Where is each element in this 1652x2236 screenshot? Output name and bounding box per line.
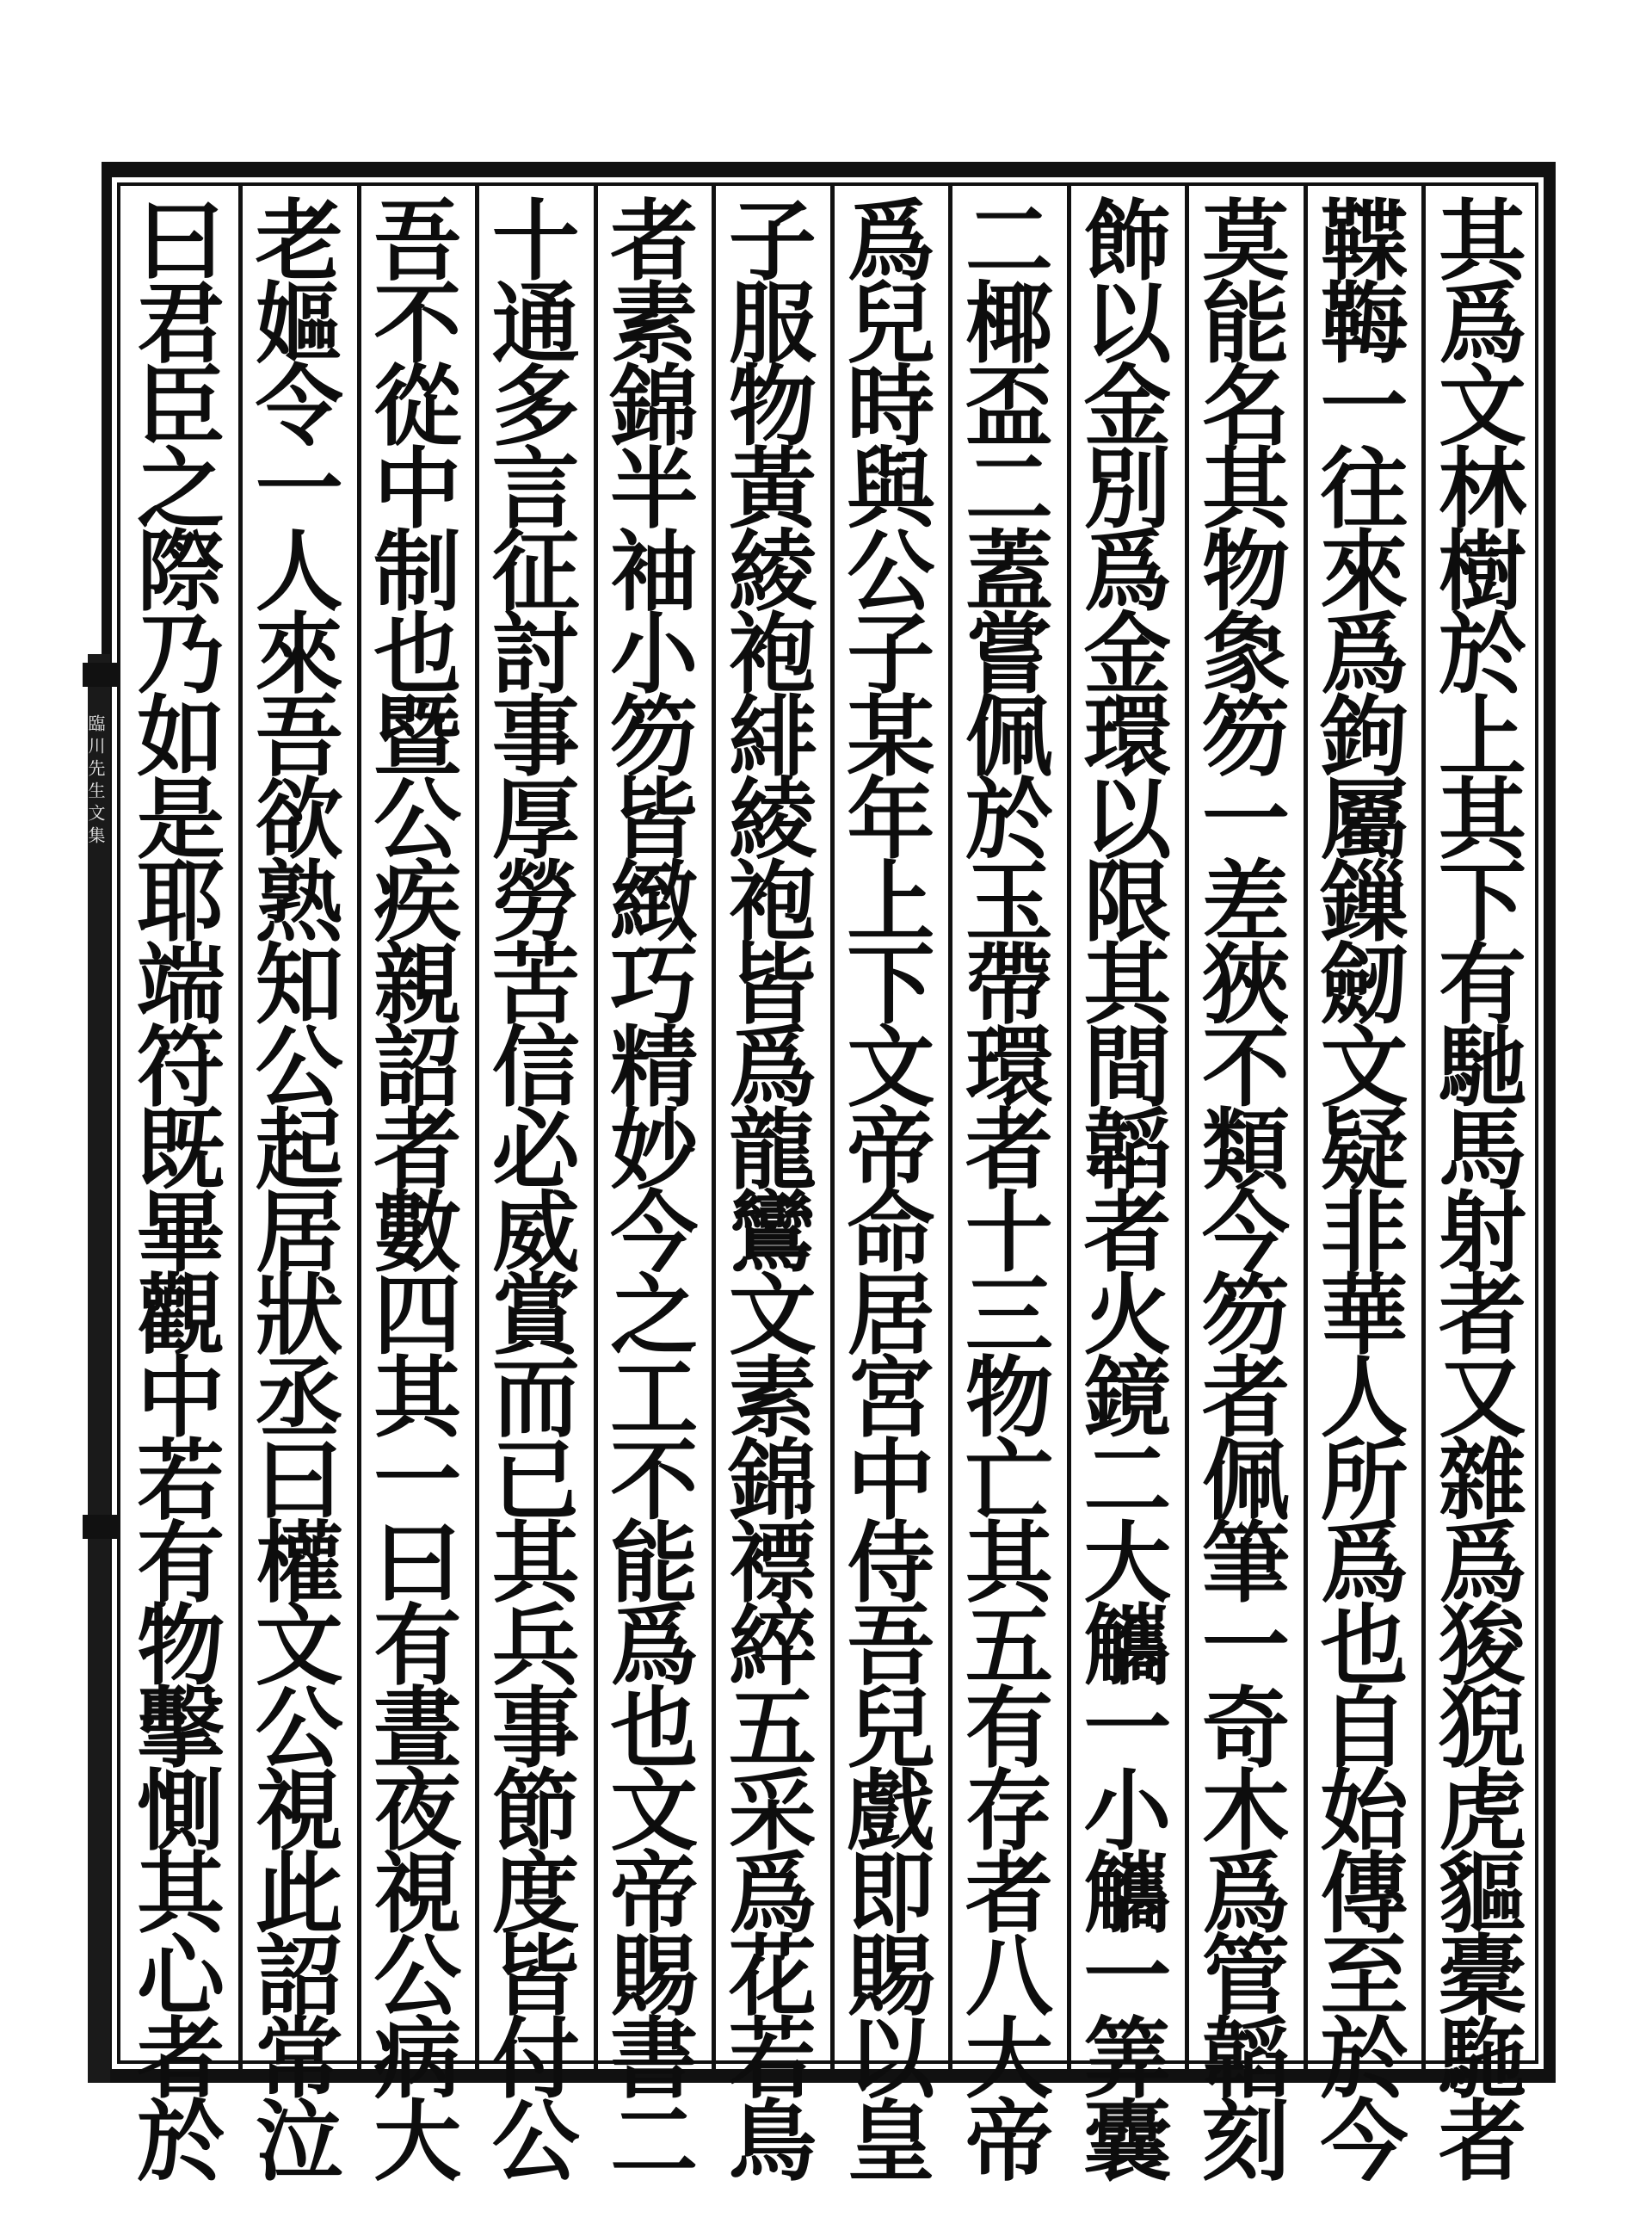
column-text: 吾不從中制也暨公疾親詔者數四其一曰有晝夜視公病大: [359, 195, 463, 2177]
column-text: 子服物黃綾袍緋綾袍皆爲龍鸞文素錦褾綷五采爲花若鳥: [713, 195, 817, 2177]
text-column-4: [1067, 184, 1186, 2177]
text-column-3: [1185, 184, 1304, 2177]
column-text: 二椰盃二蓋嘗佩於玉帶環者十三物亡其五有存者八大帝: [950, 195, 1054, 2177]
column-text: 曰君臣之際乃如是耶端符既畢觀中若有物擊惻其心者於: [122, 195, 226, 2177]
text-column-1: [1421, 184, 1540, 2177]
text-column-9: [475, 184, 594, 2177]
text-column-2: [1304, 184, 1422, 2177]
text-column-12: [120, 184, 238, 2177]
text-column-8: [594, 184, 712, 2177]
text-column-10: [357, 184, 476, 2177]
text-column-5: [948, 184, 1067, 2177]
column-text: 老嫗令一人來吾欲熟知公起居狀丞曰權文公視此詔常泣: [240, 195, 344, 2177]
column-text: 十通多言征討事厚勞苦信必威賞而已其兵事節度皆付公: [477, 195, 581, 2177]
text-column-6: [830, 184, 949, 2177]
text-columns: [120, 184, 1540, 2177]
text-column-7: [712, 184, 830, 2177]
column-text: 其爲文林樹於上其下有馳馬射者又雜爲狻猊虎貙橐駞者: [1424, 195, 1527, 2177]
fold-title: 臨川先生文集: [85, 714, 106, 849]
column-text: 者素錦半袖小笏皆緻巧精妙今之工不能爲也文帝賜書二: [595, 195, 700, 2177]
column-text: 飾以金別爲金環以限其間韜者火鏡二大觿一小觿一筭囊: [1069, 195, 1173, 2177]
column-text: 爲兒時與公子某年上下文帝命居宮中侍吾兒戲即賜以皇: [832, 195, 936, 2177]
column-text: 莫能名其物𧰼笏一差狹不類今笏者佩筆一奇木爲管韜刻: [1187, 195, 1291, 2177]
column-text: 鞢𩊱一往來爲鉤屬鏁劒文疑非華人所爲也自始傳至於今: [1305, 195, 1409, 2177]
text-column-11: [238, 184, 357, 2177]
